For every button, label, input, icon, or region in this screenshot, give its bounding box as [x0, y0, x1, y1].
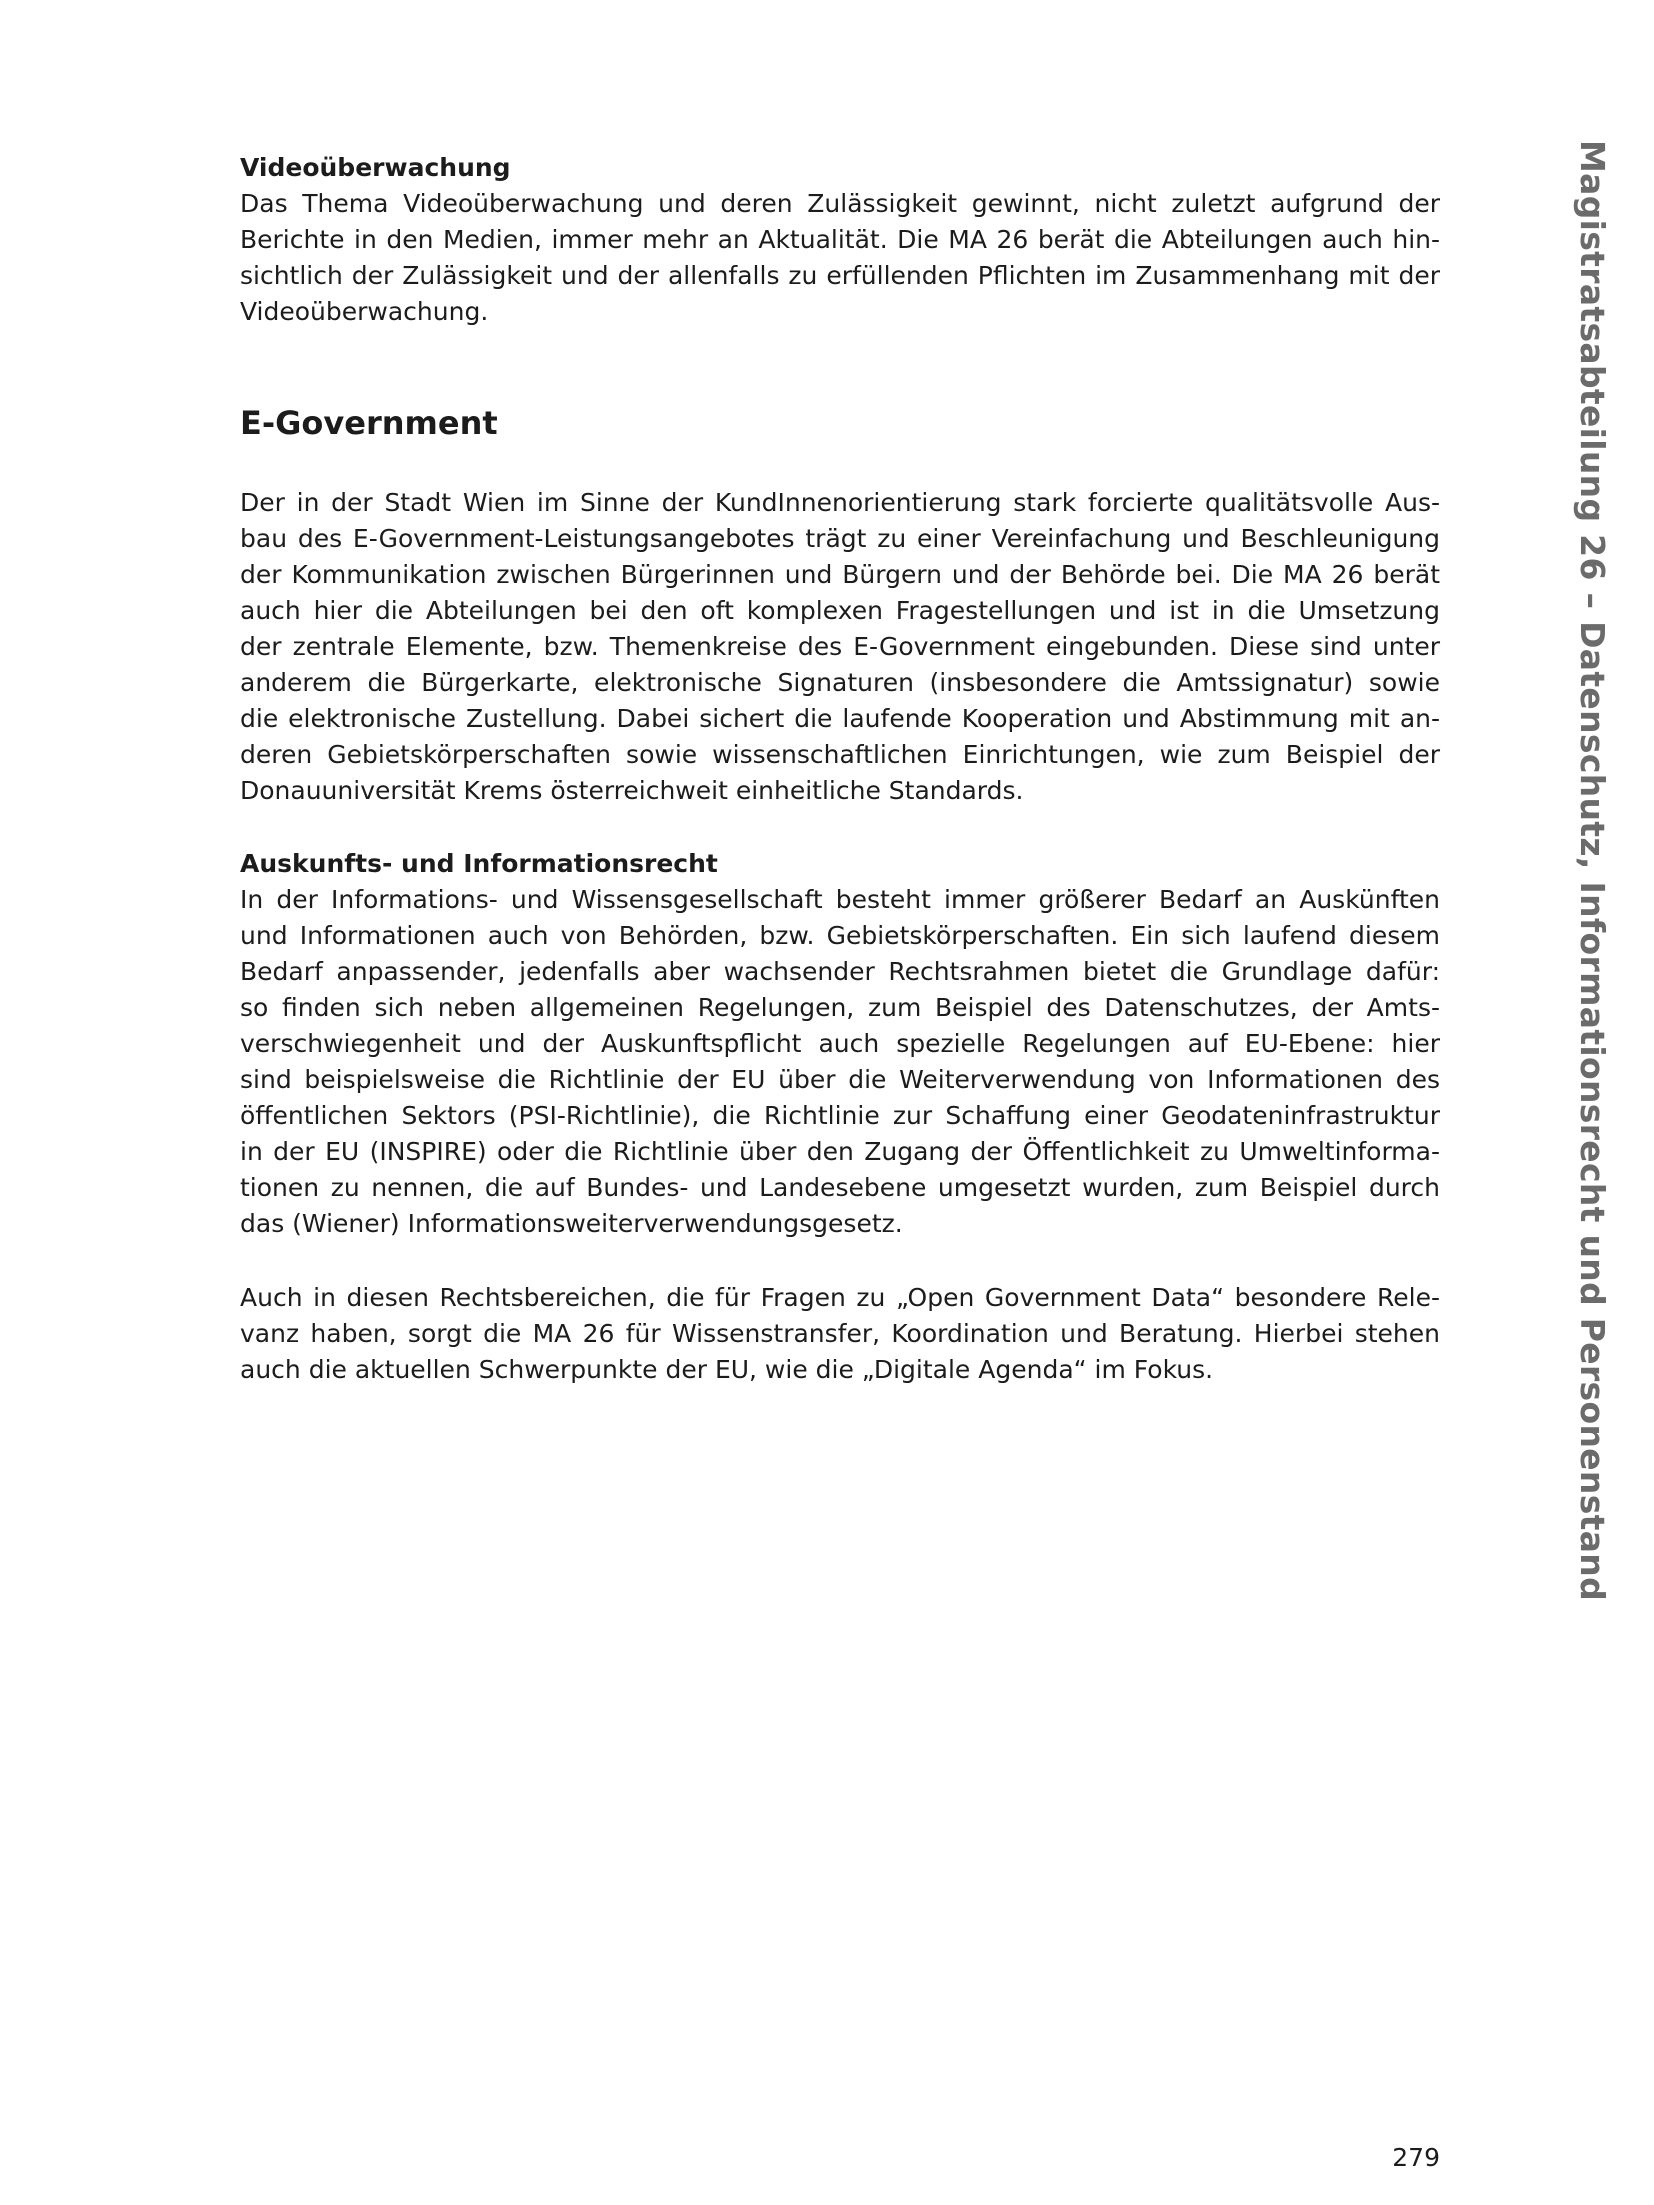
paragraph-videoueberwachung: [240, 186, 1440, 330]
text-line: Videoüberwachung.: [240, 297, 489, 326]
text-line: das (Wiener) Informationsweiterverwendungsgesetz.: [240, 1209, 903, 1238]
side-chapter-title: [1562, 140, 1622, 1602]
text-line: anderem die Bürgerkarte, elektronische Signaturen (insbesondere die Amtssignatur) sowie: [240, 668, 1440, 697]
text-line: tionen zu nennen, die auf Bundes- und Landesebene umgesetzt wurden, zum Beispiel durch: [240, 1173, 1440, 1202]
text-line: deren Gebietskörperschaften sowie wissenschaftlichen Einrichtungen, wie zum Beispiel der: [240, 740, 1440, 769]
text-line: öffentlichen Sektors (PSI-Richtlinie), die Richtlinie zur Schaffung einer Geodateninfrastruktur: [240, 1101, 1440, 1130]
text-line: der zentrale Elemente, bzw. Themenkreise des E-Government eingebunden. Diese sind unter: [240, 632, 1440, 661]
text-line: Bedarf anpassender, jedenfalls aber wachsender Rechtsrahmen bietet die Grundlage dafür:: [240, 957, 1440, 986]
text-line: verschwiegenheit und der Auskunftspflicht auch spezielle Regelungen auf EU-Ebene: hier: [240, 1029, 1440, 1058]
text-line: auch hier die Abteilungen bei den oft komplexen Fragestellungen und ist in die Umsetzung: [240, 596, 1440, 625]
text-line: Auch in diesen Rechtsbereichen, die für Fragen zu „Open Government Data“ besondere Rele-: [240, 1283, 1440, 1312]
text-line: bau des E-Government-Leistungsangebotes trägt zu einer Vereinfachung und Beschleunigung: [240, 524, 1440, 553]
text-line: Donauuniversität Krems österreichweit einheitliche Standards.: [240, 776, 1024, 805]
section-heading-videoueberwachung: Videoüberwachung: [240, 153, 511, 182]
section-heading-e-government: E-Government: [240, 404, 498, 442]
text-line: in der EU (INSPIRE) oder die Richtlinie über den Zugang der Öffentlichkeit zu Umweltinforma-: [240, 1137, 1440, 1166]
text-line: auch die aktuellen Schwerpunkte der EU, wie die „Digitale Agenda“ im Fokus.: [240, 1355, 1214, 1384]
text-line: und Informationen auch von Behörden, bzw. Gebietskörperschaften. Ein sich laufend diesem: [240, 921, 1440, 950]
text-line: Das Thema Videoüberwachung und deren Zulässigkeit gewinnt, nicht zuletzt aufgrund der: [240, 189, 1440, 218]
text-line: sichtlich der Zulässigkeit und der allenfalls zu erfüllenden Pflichten im Zusammenhang mit der: [240, 261, 1440, 290]
text-line: vanz haben, sorgt die MA 26 für Wissenstransfer, Koordination und Beratung. Hierbei stehen: [240, 1319, 1440, 1348]
text-line: der Kommunikation zwischen Bürgerinnen und Bürgern und der Behörde bei. Die MA 26 berät: [240, 560, 1440, 589]
text-line: Der in der Stadt Wien im Sinne der KundInnenorientierung stark forcierte qualitätsvolle Aus-: [240, 488, 1440, 517]
page-number: 279: [1392, 2143, 1440, 2172]
paragraph-open-government-data: [240, 1280, 1440, 1388]
text-line: Berichte in den Medien, immer mehr an Aktualität. Die MA 26 berät die Abteilungen auch hin-: [240, 225, 1440, 254]
paragraph-e-government: [240, 485, 1440, 809]
section-heading-auskunftsrecht: Auskunfts- und Informationsrecht: [240, 849, 718, 878]
paragraph-auskunftsrecht: [240, 882, 1440, 1242]
text-line: In der Informations- und Wissensgesellschaft besteht immer größerer Bedarf an Auskünften: [240, 885, 1440, 914]
text-line: sind beispielsweise die Richtlinie der EU über die Weiterverwendung von Informationen des: [240, 1065, 1440, 1094]
text-line: die elektronische Zustellung. Dabei sichert die laufende Kooperation und Abstimmung mit an-: [240, 704, 1440, 733]
side-chapter-title-text: Magistratsabteilung 26 – Datenschutz, Informationsrecht und Personenstand: [1573, 140, 1612, 1602]
text-line: so finden sich neben allgemeinen Regelungen, zum Beispiel des Datenschutzes, der Amts-: [240, 993, 1440, 1022]
